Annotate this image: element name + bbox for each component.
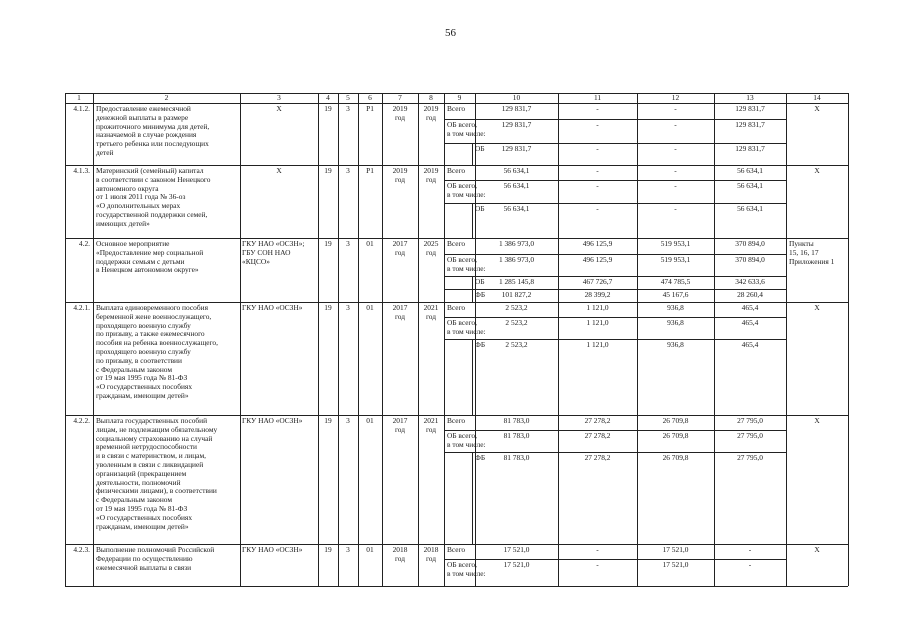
- table-rule: [65, 586, 848, 587]
- measure-description: и в связи с материнством, и лицам,: [96, 451, 206, 461]
- funding-source-label: ОБ всего,: [447, 255, 477, 264]
- funding-source-label: в том числе:: [447, 263, 486, 273]
- measure-description: пособия на ребенка военнослужащего,: [96, 338, 218, 348]
- executor: ГКУ НАО «ОСЗН»: [242, 545, 303, 554]
- table-rule: [93, 93, 94, 586]
- column-header-9: 9: [457, 93, 462, 102]
- value-col-11: 28 399,2: [584, 290, 611, 299]
- measure-description: беременной жене военнослужащего,: [96, 311, 212, 321]
- value-col-13: 370 894,0: [735, 239, 765, 248]
- executor: ГКУ НАО «ОСЗН»: [242, 416, 303, 425]
- end-year: 2019: [423, 104, 439, 113]
- funding-source-label: ФБ: [475, 340, 486, 349]
- value-col-12: 519 953,1: [660, 239, 691, 248]
- reference-col-14: Пункты: [789, 239, 814, 248]
- measure-description: автономного округа: [96, 183, 159, 193]
- value-col-13: 465,4: [741, 318, 759, 327]
- value-col-10: 81 783,0: [503, 431, 530, 440]
- value-col-13: 56 634,1: [737, 181, 763, 190]
- value-col-13: 27 795,0: [737, 431, 763, 440]
- code-col-6: 01: [366, 239, 374, 248]
- value-col-13: -: [748, 560, 752, 569]
- measure-description: уволенным в связи с ликвидацией: [96, 460, 204, 469]
- value-col-12: 519 953,1: [660, 255, 691, 264]
- funding-source-label: ОБ: [475, 204, 485, 213]
- measure-description: временной нетрудоспособности: [96, 442, 198, 452]
- table-rule: [472, 276, 473, 289]
- code-col-4: 19: [324, 545, 332, 554]
- end-year: 2018: [423, 545, 439, 554]
- value-col-11: 496 125,9: [582, 255, 613, 264]
- measure-description: проходящего военную службу: [96, 347, 191, 356]
- table-rule: [444, 203, 786, 204]
- measure-description: имеющих детей»: [96, 218, 150, 228]
- value-col-12: 936,8: [667, 340, 684, 349]
- column-header-1: 1: [77, 93, 81, 102]
- funding-source-label: ОБ всего,: [447, 318, 477, 327]
- measure-description: проходящего военную службу: [96, 320, 191, 330]
- value-col-10: 1 386 973,0: [498, 255, 535, 264]
- value-col-13: -: [748, 545, 752, 554]
- value-col-12: 17 521,0: [662, 545, 689, 554]
- table-rule: [472, 203, 473, 238]
- measure-description: государственной поддержки семей,: [96, 210, 208, 219]
- value-col-12: -: [674, 204, 677, 213]
- measure-description: социальному страхованию на случай: [96, 433, 213, 443]
- table-rule: [444, 317, 786, 318]
- code-col-5: 3: [346, 545, 350, 554]
- start-year: 2017: [392, 303, 408, 312]
- measure-description: гражданам, имеющим детей»: [96, 521, 189, 531]
- funding-source-label: в том числе:: [447, 128, 486, 138]
- code-col-5: 3: [346, 166, 350, 175]
- value-col-12: -: [674, 144, 677, 153]
- value-col-12: 936,8: [667, 303, 684, 312]
- funding-source-label: Всего: [447, 545, 466, 554]
- value-col-11: -: [596, 560, 599, 569]
- value-col-11: -: [596, 545, 599, 554]
- value-col-12: 17 521,0: [662, 560, 689, 569]
- funding-source-label: ОБ всего,: [447, 181, 477, 190]
- table-rule: [444, 452, 786, 453]
- table-rule: [472, 143, 473, 165]
- row-number: 4.2.3.: [73, 545, 90, 554]
- end-year: 2021: [423, 416, 439, 425]
- column-header-5: 5: [346, 93, 350, 102]
- measure-description: назначаемой в случае рождения: [96, 130, 197, 140]
- value-col-11: -: [596, 104, 599, 113]
- measure-description: Основное мероприятие: [96, 239, 170, 248]
- funding-source-label: ОБ всего,: [447, 431, 477, 440]
- funding-source-label: Всего: [447, 303, 466, 312]
- funding-source-label: ФБ: [475, 453, 486, 462]
- column-header-4: 4: [326, 93, 330, 102]
- code-col-5: 3: [346, 104, 350, 113]
- value-col-11: -: [596, 120, 599, 129]
- start-year: 2018: [392, 545, 408, 554]
- row-number: 4.1.2.: [73, 104, 90, 113]
- table-rule: [472, 339, 473, 415]
- value-col-12: -: [674, 166, 677, 175]
- value-col-10: 56 634,1: [503, 181, 530, 190]
- executor: Х: [276, 104, 282, 113]
- start-year: год: [394, 112, 406, 122]
- value-col-12: 26 709,8: [662, 431, 689, 440]
- value-col-10: 17 521,0: [503, 560, 530, 569]
- measure-description: «О государственных пособиях: [96, 512, 193, 522]
- value-col-13: 28 260,4: [737, 290, 763, 299]
- reference-col-14: 15, 16, 17: [789, 247, 819, 257]
- column-header-3: 3: [277, 93, 281, 102]
- code-col-6: Р1: [366, 104, 374, 113]
- measure-description: с Федеральным законом: [96, 495, 173, 505]
- value-col-10: 1 285 145,8: [498, 277, 535, 286]
- value-col-12: 26 709,8: [662, 453, 689, 462]
- value-col-12: 936,8: [667, 318, 684, 327]
- table-rule: [444, 339, 786, 340]
- value-col-12: -: [674, 120, 677, 129]
- measure-description: денежной выплаты в размере: [96, 112, 189, 122]
- table-rule: [240, 93, 241, 586]
- start-year: 2017: [392, 416, 408, 425]
- value-col-10: 17 521,0: [503, 545, 530, 554]
- value-col-10: 2 523,2: [505, 340, 528, 349]
- measure-description: Выплата единовременного пособия: [96, 303, 208, 312]
- value-col-13: 465,4: [741, 340, 759, 349]
- value-col-10: 101 827,2: [501, 290, 532, 299]
- code-col-6: 01: [366, 416, 374, 425]
- value-col-13: 465,4: [741, 303, 759, 312]
- column-header-7: 7: [398, 93, 402, 102]
- value-col-12: -: [674, 181, 677, 190]
- start-year: 2019: [392, 166, 408, 175]
- column-header-10: 10: [512, 93, 521, 102]
- measure-description: лицам, не подлежащим обязательному: [96, 424, 218, 434]
- reference-col-14: Х: [814, 166, 820, 175]
- table-rule: [848, 93, 849, 586]
- end-year: год: [425, 311, 437, 321]
- table-rule: [444, 430, 786, 431]
- value-col-13: 129 831,7: [735, 144, 765, 153]
- executor: Х: [276, 166, 282, 175]
- table-rule: [444, 180, 786, 181]
- code-col-6: 01: [366, 303, 374, 312]
- value-col-11: 1 121,0: [586, 340, 609, 349]
- funding-source-label: Всего: [447, 166, 466, 175]
- table-rule: [444, 559, 786, 560]
- value-col-13: 342 633,6: [735, 277, 765, 286]
- value-col-10: 129 831,7: [501, 144, 532, 153]
- measure-description: Федерации по осуществлению: [96, 553, 193, 563]
- value-col-10: 2 523,2: [505, 318, 528, 327]
- measure-description: физическими лицами), в соответствии: [96, 486, 217, 496]
- value-col-10: 2 523,2: [505, 303, 528, 312]
- funding-source-label: ОБ: [475, 144, 485, 153]
- row-number: 4.1.3.: [73, 166, 90, 175]
- value-col-13: 129 831,7: [735, 104, 765, 113]
- table-rule: [786, 93, 787, 586]
- code-col-6: Р1: [366, 166, 374, 175]
- value-col-11: -: [596, 204, 599, 213]
- value-col-10: 56 634,1: [503, 204, 530, 213]
- measure-description: Выплата государственных пособий: [96, 416, 208, 425]
- measure-description: третьего ребенка или последующих: [96, 139, 209, 149]
- value-col-11: 27 278,2: [584, 431, 611, 440]
- row-number: 4.2.: [78, 239, 90, 248]
- code-col-4: 19: [324, 104, 332, 113]
- start-year: год: [394, 174, 406, 184]
- start-year: год: [394, 553, 406, 563]
- funding-source-label: в том числе:: [447, 189, 486, 199]
- measure-description: от 19 мая 1995 года № 81-ФЗ: [96, 504, 188, 513]
- page-number: 56: [445, 27, 456, 39]
- start-year: год: [394, 247, 406, 257]
- executor: ГКУ НАО «ОСЗН»: [242, 303, 303, 312]
- funding-source-label: Всего: [447, 416, 466, 425]
- value-col-10: 1 386 973,0: [498, 239, 535, 248]
- funding-source-label: Всего: [447, 239, 466, 248]
- measure-description: Материнский (семейный) капитал: [96, 166, 204, 175]
- value-col-11: 496 125,9: [582, 239, 613, 248]
- value-col-13: 27 795,0: [737, 416, 763, 425]
- value-col-11: 467 726,7: [582, 277, 613, 286]
- end-year: год: [425, 112, 437, 122]
- code-col-4: 19: [324, 416, 332, 425]
- measure-description: «Предоставление мер социальной: [96, 247, 204, 257]
- measure-description: организаций (прекращением: [96, 468, 187, 478]
- end-year: 2021: [423, 303, 439, 312]
- measure-description: деятельности, полномочий: [96, 477, 181, 487]
- value-col-11: -: [596, 181, 599, 190]
- column-header-6: 6: [368, 93, 372, 102]
- value-col-12: -: [674, 104, 677, 113]
- reference-col-14: Приложения 1: [789, 256, 835, 266]
- value-col-12: 26 709,8: [662, 416, 689, 425]
- value-col-10: 81 783,0: [503, 453, 530, 462]
- measure-description: в соответствии с законом Ненецкого: [96, 174, 211, 184]
- table-rule: [472, 452, 473, 544]
- end-year: 2025: [423, 239, 439, 248]
- value-col-13: 56 634,1: [737, 204, 763, 213]
- value-col-10: 129 831,7: [501, 104, 532, 113]
- measure-description: «О государственных пособиях: [96, 382, 193, 392]
- value-col-13: 370 894,0: [735, 255, 765, 264]
- measure-description: детей: [96, 148, 114, 157]
- measure-description: от 19 мая 1995 года № 81-ФЗ: [96, 373, 188, 383]
- measure-description: по призыву, а также ежемесячного: [96, 329, 205, 339]
- funding-source-label: в том числе:: [447, 439, 486, 449]
- column-header-2: 2: [164, 93, 169, 102]
- code-col-4: 19: [324, 239, 332, 248]
- funding-source-label: в том числе:: [447, 568, 486, 578]
- column-header-12: 12: [671, 93, 680, 102]
- value-col-12: 474 785,5: [660, 277, 691, 286]
- code-col-5: 3: [346, 239, 350, 248]
- measure-description: «О дополнительных мерах: [96, 201, 181, 211]
- end-year: 2019: [423, 166, 439, 175]
- executor: «КЦСО»: [242, 256, 270, 266]
- end-year: год: [425, 424, 437, 434]
- measure-description: по призыву, в соответствии: [96, 355, 182, 365]
- value-col-11: 27 278,2: [584, 453, 611, 462]
- funding-source-label: ОБ: [475, 277, 485, 286]
- start-year: год: [394, 424, 406, 434]
- table-rule: [444, 289, 786, 290]
- funding-source-label: ОБ всего,: [447, 560, 477, 569]
- column-header-8: 8: [429, 93, 433, 102]
- end-year: год: [425, 553, 437, 563]
- table-rule: [472, 289, 473, 302]
- funding-source-label: ОБ всего,: [447, 120, 477, 129]
- funding-source-label: Всего: [447, 104, 466, 113]
- measure-description: Выполнение полномочий Российской: [96, 545, 215, 554]
- measure-description: с Федеральным законом: [96, 364, 173, 374]
- row-number: 4.2.2.: [73, 416, 90, 425]
- value-col-10: 129 831,7: [501, 120, 532, 129]
- reference-col-14: Х: [814, 303, 820, 312]
- value-col-13: 56 634,1: [737, 166, 763, 175]
- reference-col-14: Х: [814, 104, 820, 113]
- code-col-6: 01: [366, 545, 374, 554]
- start-year: 2017: [392, 239, 408, 248]
- reference-col-14: Х: [814, 416, 820, 425]
- value-col-11: 1 121,0: [586, 303, 609, 312]
- value-col-11: -: [596, 166, 599, 175]
- end-year: год: [425, 174, 437, 184]
- value-col-10: 81 783,0: [503, 416, 530, 425]
- code-col-4: 19: [324, 166, 332, 175]
- code-col-5: 3: [346, 303, 350, 312]
- funding-source-label: в том числе:: [447, 326, 486, 336]
- code-col-5: 3: [346, 416, 350, 425]
- measure-description: гражданам, имеющим детей»: [96, 391, 189, 400]
- reference-col-14: Х: [814, 545, 820, 554]
- column-header-14: 14: [813, 93, 821, 102]
- value-col-11: 1 121,0: [586, 318, 609, 327]
- executor: ГБУ СОН НАО: [242, 247, 291, 257]
- value-col-10: 56 634,1: [503, 166, 530, 175]
- column-header-11: 11: [593, 93, 602, 102]
- value-col-13: 129 831,7: [735, 120, 765, 129]
- measure-description: от 1 июля 2011 года № 36-оз: [96, 192, 186, 202]
- executor: ГКУ НАО «ОСЗН»;: [242, 239, 305, 248]
- code-col-4: 19: [324, 303, 332, 312]
- measure-description: Предоставление ежемесячной: [96, 104, 191, 113]
- value-col-13: 27 795,0: [737, 453, 763, 462]
- start-year: год: [394, 311, 406, 321]
- start-year: 2019: [392, 104, 408, 113]
- value-col-12: 45 167,6: [662, 290, 689, 299]
- value-col-11: 27 278,2: [584, 416, 611, 425]
- measure-description: поддержки семьям с детьми: [96, 256, 185, 266]
- value-col-11: -: [596, 144, 599, 153]
- measure-description: ежемесячной выплаты в связи: [96, 562, 192, 572]
- measure-description: в Ненецком автономном округе»: [96, 265, 199, 275]
- column-header-13: 13: [746, 93, 754, 102]
- measure-description: прожиточного минимума для детей,: [96, 121, 210, 131]
- funding-source-label: ФБ: [475, 290, 486, 299]
- end-year: год: [425, 247, 437, 257]
- row-number: 4.2.1.: [73, 303, 90, 312]
